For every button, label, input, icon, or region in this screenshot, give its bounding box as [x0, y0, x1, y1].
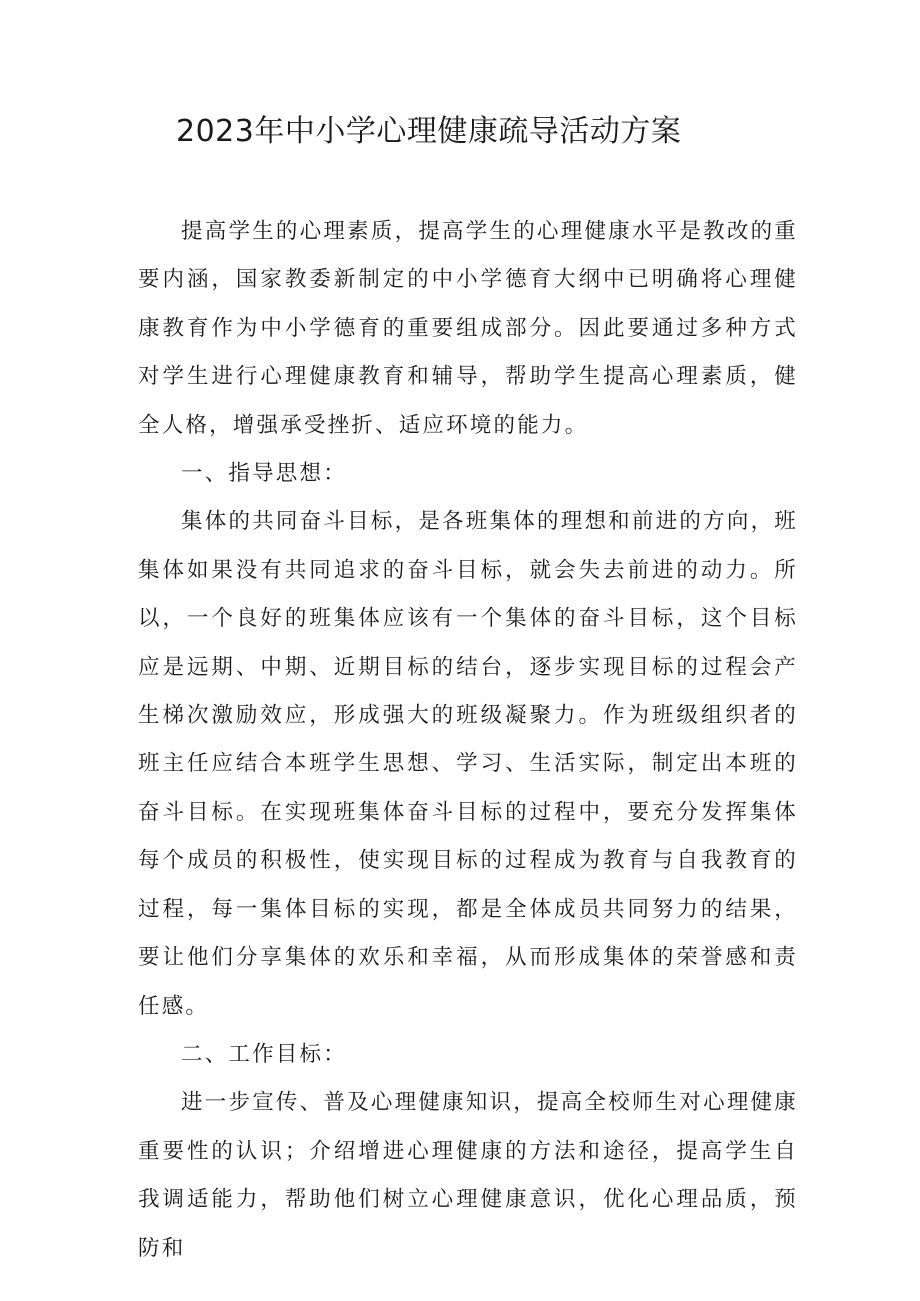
section-heading-guiding-ideology: 一、指导思想：: [181, 461, 347, 487]
document-title: 2023年中小学心理健康疏导活动方案: [176, 114, 682, 149]
section-heading-work-goals: 二、工作目标：: [181, 1041, 347, 1067]
document-body: [138, 208, 798, 1273]
paragraph-work-goals: 进一步宣传、普及心理健康知识，提高全校师生对心理健康重要性的认识；介绍增进心理健康的方法和途径，提高学生自我调适能力，帮助他们树立心理健康意识，优化心理品质，预防和: [138, 1090, 798, 1261]
paragraph-guiding-ideology: 集体的共同奋斗目标，是各班集体的理想和前进的方向，班集体如果没有共同追求的奋斗目标，就会失去前进的动力。所以，一个良好的班集体应该有一个集体的奋斗目标，这个目标应是远期、中期、近期目标的结台，逐步实现目标的过程会产生梯次激励效应，形成强大的班级凝聚力。作为班级组织者的班主任应结合本班学生思想、学习、生活实际，制定出本班的奋斗目标。在实现班集体奋斗目标的过程中，要充分发挥集体每个成员的积极性，使实现目标的过程成为教育与自我教育的过程，每一集体目标的实现，都是全体成员共同努力的结果，要让他们分享集体的欢乐和幸福，从而形成集体的荣誉感和责任感。: [138, 509, 798, 1019]
paragraph-intro: 提高学生的心理素质，提高学生的心理健康水平是教改的重要内涵，国家教委新制定的中小学德育大纲中已明确将心理健康教育作为中小学德育的重要组成部分。因此要通过多种方式对学生进行心理健康教育和辅导，帮助学生提高心理素质，健全人格，增强承受挫折、适应环境的能力。: [138, 219, 798, 438]
